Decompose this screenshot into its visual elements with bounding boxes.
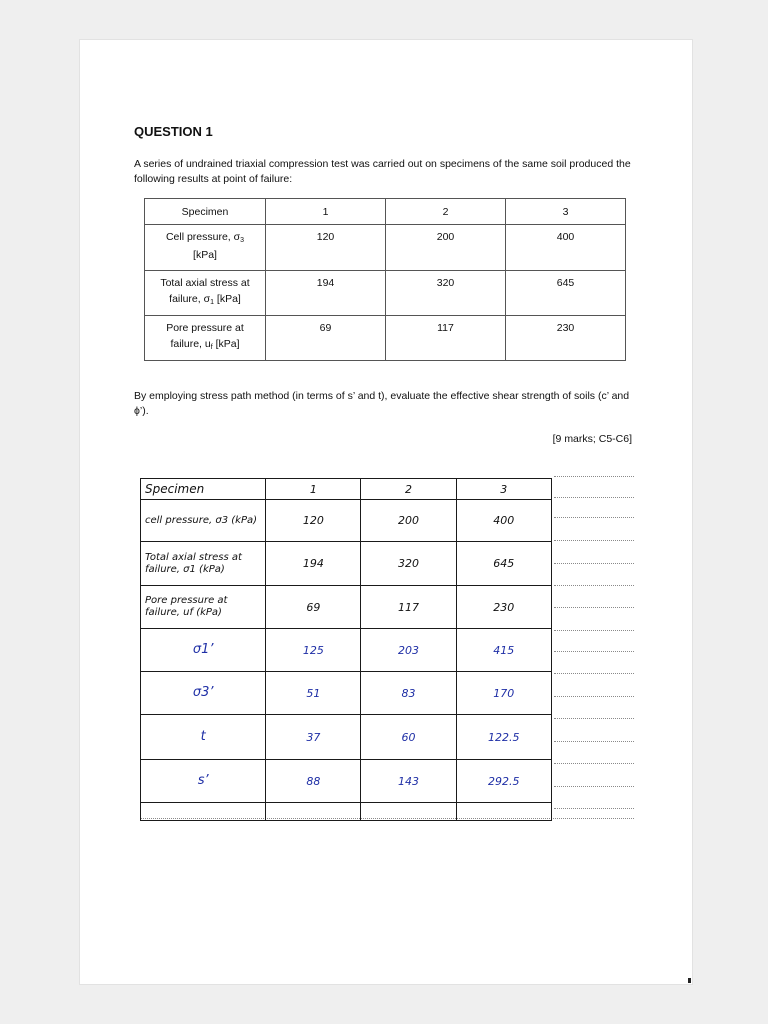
hw-row <box>141 586 552 629</box>
table-cell: 320 <box>386 270 506 315</box>
table-cell: 69 <box>266 315 386 360</box>
question-intro: A series of undrained triaxial compression test was carried out on specimens of the same soil produced the following results at point of failure: <box>134 158 631 185</box>
ruled-line <box>554 651 634 652</box>
hw-cell: 143 <box>361 760 456 803</box>
hw-cell: 120 <box>266 500 361 542</box>
marks-label: [9 marks; C5-C6] <box>552 433 632 445</box>
hw-cell: 203 <box>361 629 456 672</box>
hw-cell: 230 <box>456 586 551 629</box>
hw-header-row <box>141 479 552 500</box>
hw-row <box>141 542 552 586</box>
table-row <box>145 225 626 270</box>
hw-cell: 125 <box>266 629 361 672</box>
ruled-line <box>554 476 634 477</box>
row-label: Cell pressure, σ3 [kPa] <box>145 225 266 270</box>
handwritten-table <box>140 478 552 821</box>
hw-cell: 170 <box>456 672 551 715</box>
results-table <box>144 198 626 361</box>
hw-row <box>141 629 552 672</box>
hw-row-label: Pore pressure at failure, uf (kPa) <box>141 586 266 629</box>
row-label: Pore pressure at failure, uf [kPa] <box>145 315 266 360</box>
hw-empty-cell <box>141 803 266 821</box>
hw-empty-cell <box>456 803 551 821</box>
hw-cell: 37 <box>266 715 361 760</box>
table-cell: 194 <box>266 270 386 315</box>
hw-cell: 400 <box>456 500 551 542</box>
hw-cell: 415 <box>456 629 551 672</box>
table-cell: 200 <box>386 225 506 270</box>
hw-header-cell: 1 <box>266 479 361 500</box>
ruled-line <box>554 585 634 586</box>
hw-cell: 645 <box>456 542 551 586</box>
hw-cell: 117 <box>361 586 456 629</box>
table-row <box>145 270 626 315</box>
ruled-line <box>554 517 634 518</box>
hw-cell: 122.5 <box>456 715 551 760</box>
corner-mark <box>688 978 691 983</box>
hw-cell: 88 <box>266 760 361 803</box>
hw-header-cell: Specimen <box>141 479 266 500</box>
ruled-line <box>554 763 634 764</box>
hw-row <box>141 672 552 715</box>
table-cell: 400 <box>506 225 626 270</box>
hw-empty-cell <box>361 803 456 821</box>
table-header-cell: 2 <box>386 199 506 225</box>
table-cell: 230 <box>506 315 626 360</box>
ruled-line <box>554 718 634 719</box>
hw-cell: 200 <box>361 500 456 542</box>
ruled-line <box>554 607 634 608</box>
hw-row-label: Total axial stress at failure, σ1 (kPa) <box>141 542 266 586</box>
hw-row <box>141 500 552 542</box>
ruled-line <box>554 630 634 631</box>
ruled-line <box>554 741 634 742</box>
table-header-cell: Specimen <box>145 199 266 225</box>
table-cell: 117 <box>386 315 506 360</box>
hw-cell: 83 <box>361 672 456 715</box>
question-title: QUESTION 1 <box>134 124 213 139</box>
table-cell: 120 <box>266 225 386 270</box>
question-task: By employing stress path method (in terms of s’ and t), evaluate the effective shear strength of soils (c’ and ϕ’). <box>134 390 630 417</box>
ruled-line <box>554 563 634 564</box>
row-label: Total axial stress at failure, σ1 [kPa] <box>145 270 266 315</box>
hw-row-label: σ1’ <box>141 629 266 672</box>
hw-row <box>141 803 552 821</box>
table-header-cell: 3 <box>506 199 626 225</box>
hw-row <box>141 715 552 760</box>
hw-empty-cell <box>266 803 361 821</box>
hw-row-label: σ3’ <box>141 672 266 715</box>
ruled-line <box>554 786 634 787</box>
ruled-line <box>554 696 634 697</box>
ruled-line <box>554 808 634 809</box>
hw-cell: 60 <box>361 715 456 760</box>
ruled-line <box>554 673 634 674</box>
ruled-line <box>554 540 634 541</box>
hw-row-label: s’ <box>141 760 266 803</box>
hw-row <box>141 760 552 803</box>
table-header-cell: 1 <box>266 199 386 225</box>
table-header-row <box>145 199 626 225</box>
hw-cell: 69 <box>266 586 361 629</box>
hw-cell: 51 <box>266 672 361 715</box>
table-cell: 645 <box>506 270 626 315</box>
hw-header-cell: 3 <box>456 479 551 500</box>
hw-cell: 320 <box>361 542 456 586</box>
table-row <box>145 315 626 360</box>
hw-header-cell: 2 <box>361 479 456 500</box>
hw-row-label: t <box>141 715 266 760</box>
hw-cell: 194 <box>266 542 361 586</box>
ruled-line <box>554 497 634 498</box>
hw-cell: 292.5 <box>456 760 551 803</box>
hw-row-label: cell pressure, σ3 (kPa) <box>141 500 266 542</box>
